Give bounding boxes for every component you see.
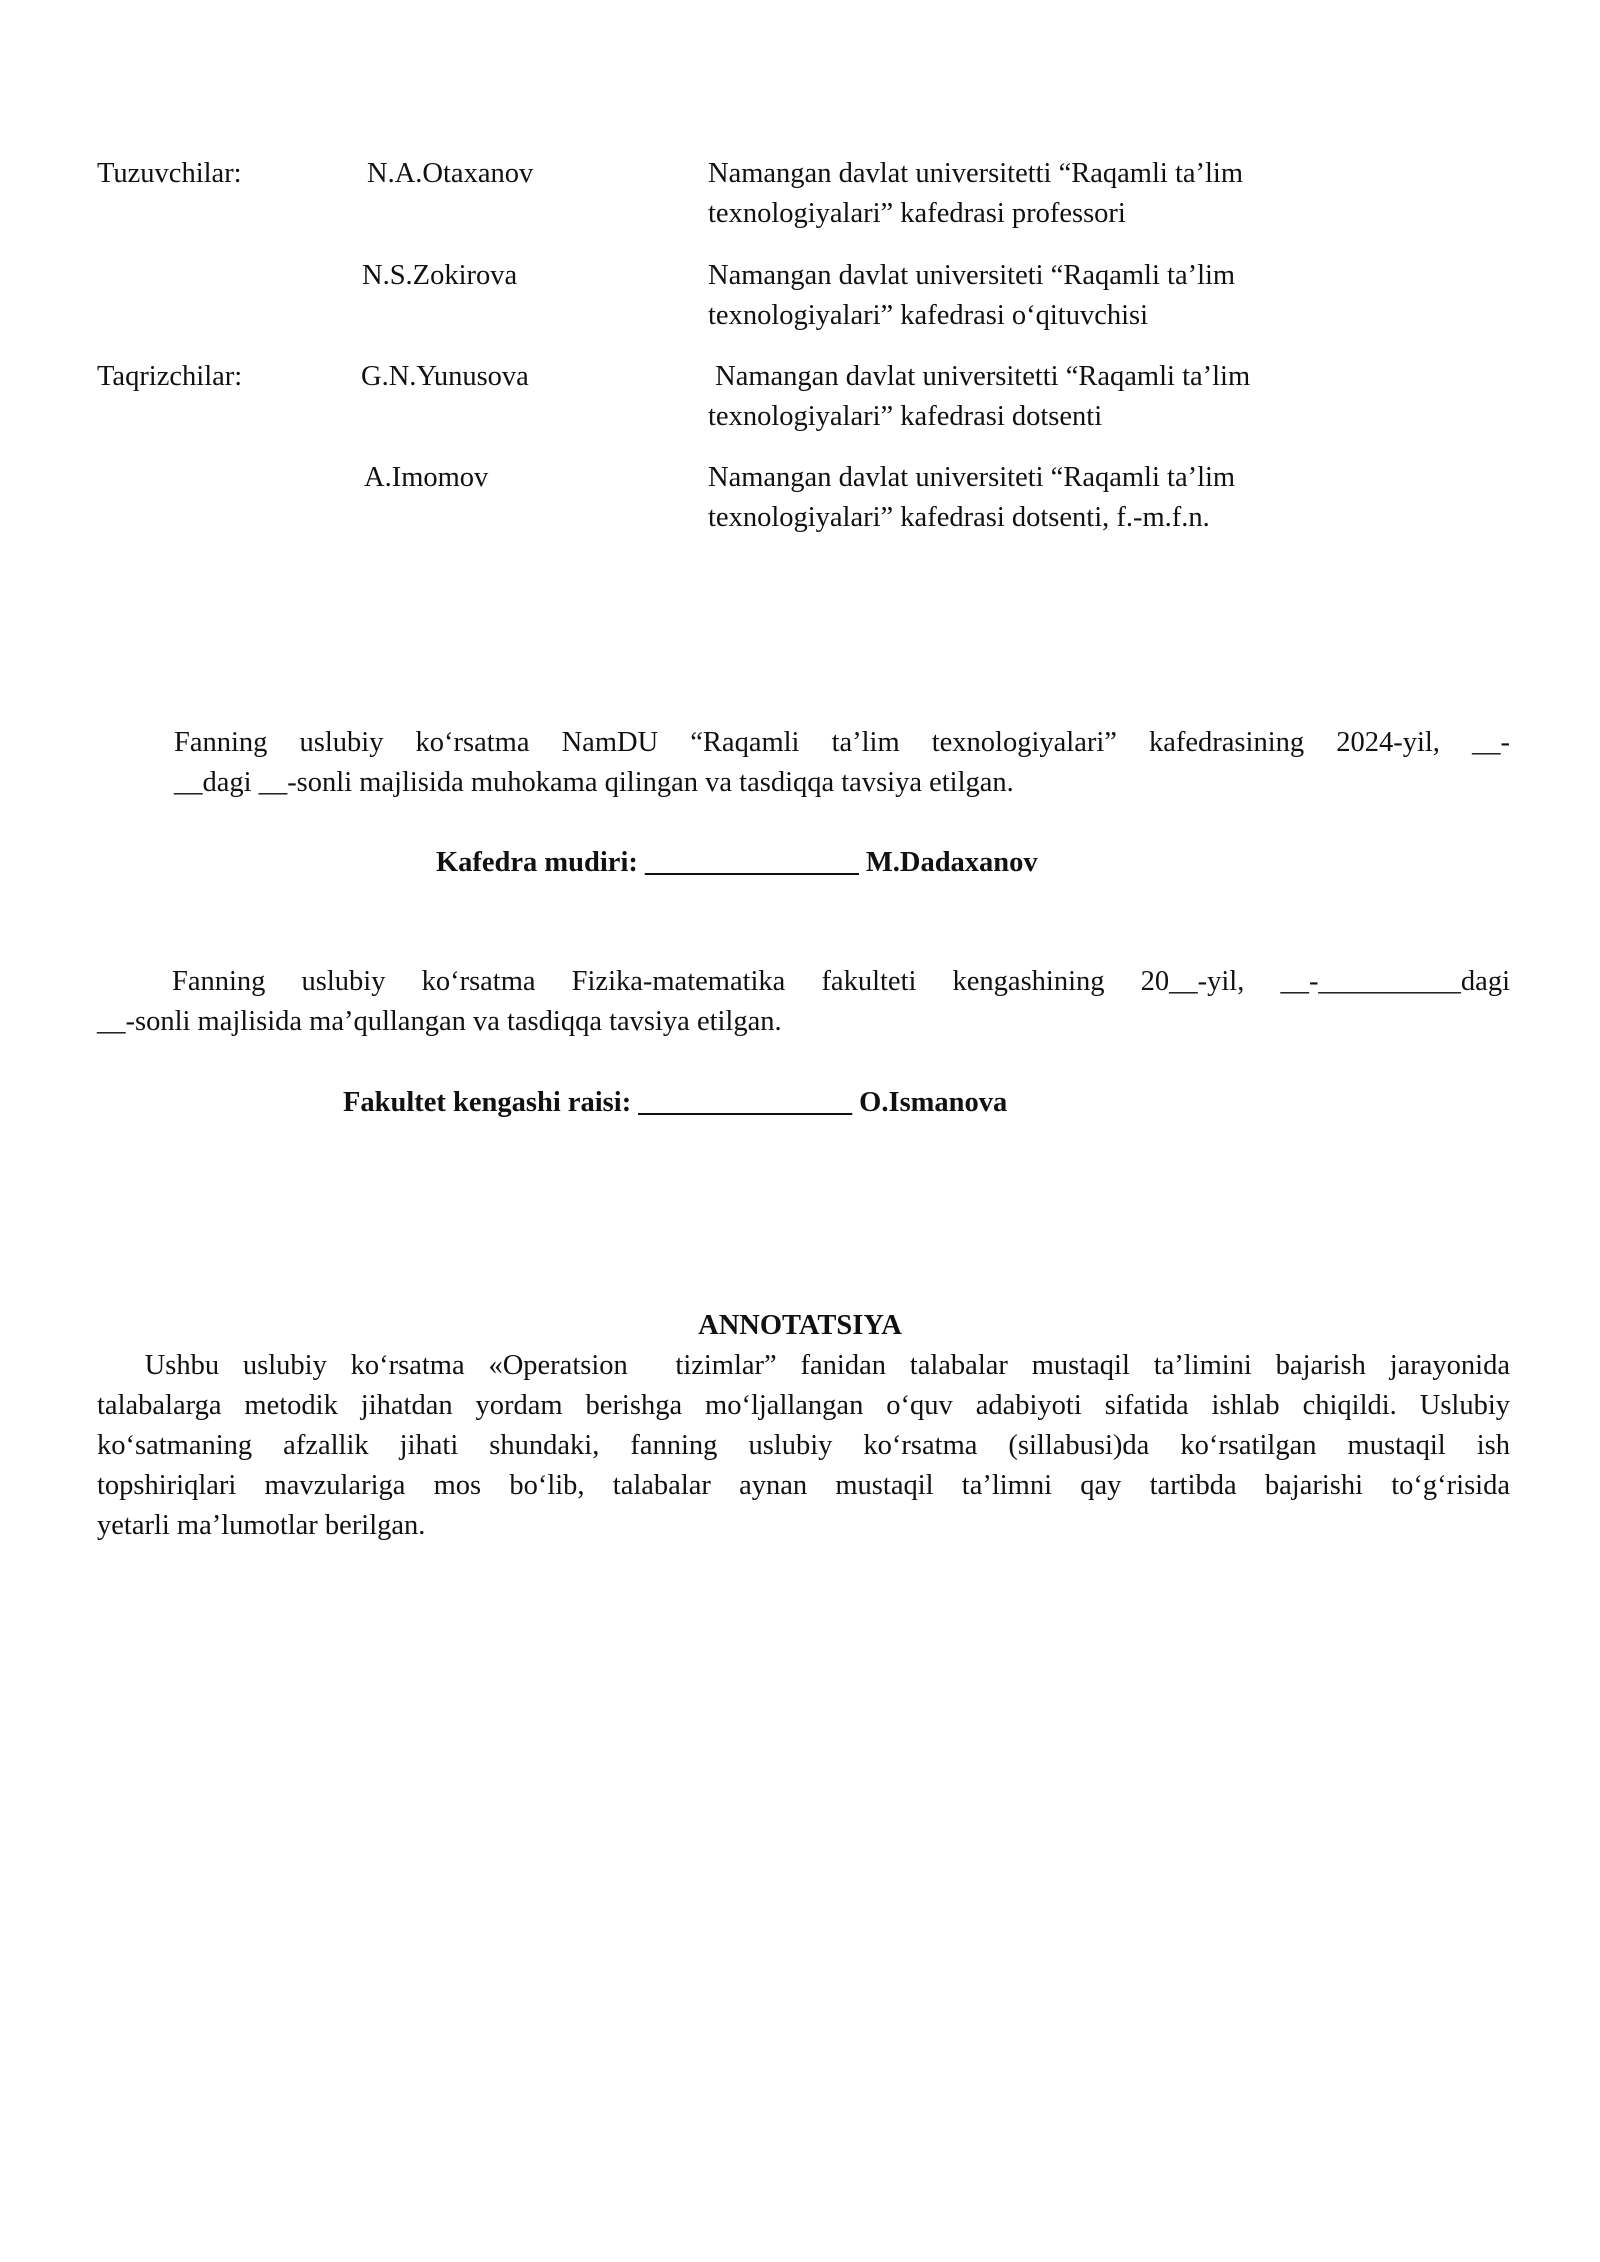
annotation-line-4: topshiriqlari mavzulariga mos bo‘lib, talabalar aynan mustaqil ta’limni qay tartibda bajarishi to‘g‘risida [97,1470,1510,1501]
annotation-paragraph [97,1346,1510,1546]
faculty-approval-paragraph [97,962,1510,1042]
reviewer-name-1: G.N.Yunusova [361,361,529,392]
reviewer-description-1-line-2: texnologiyalari” kafedrasi dotsenti [708,401,1103,432]
department-approval-line-2: __dagi __-sonli majlisida muhokama qilingan va tasdiqqa tavsiya etilgan. [174,767,1014,798]
annotation-line-1: Ushbu uslubiy ko‘rsatma «Operatsion tizimlar” fanidan talabalar mustaqil ta’limini bajarish jarayonida [97,1350,1511,1381]
reviewer-name-2: A.Imomov [364,462,489,493]
author-description-2 [708,256,1428,336]
annotation-line-2: talabalarga metodik jihatdan yordam berishga mo‘ljallangan o‘quv adabiyoti sifatida ishlab chiqildi. Uslubiy [97,1390,1510,1421]
faculty-council-signature: Fakultet kengashi raisi: _______________ O.Ismanova [343,1087,1008,1118]
department-approval-line-1: Fanning uslubiy ko‘rsatma NamDU “Raqamli ta’lim texnologiyalari” kafedrasining 2024-yil, __- [174,727,1510,758]
author-description-1-line-2: texnologiyalari” kafedrasi professori [708,198,1126,229]
annotation-line-5: yetarli ma’lumotlar berilgan. [97,1510,426,1541]
author-name-2: N.S.Zokirova [362,260,518,291]
reviewer-description-2 [708,458,1428,538]
reviewers-label: Taqrizchilar: [97,361,243,392]
author-description-1-line-1: Namangan davlat universitetti “Raqamli ta’lim [708,158,1244,189]
authors-label: Tuzuvchilar: [97,158,242,189]
annotation-title: ANNOTATSIYA [698,1310,902,1341]
reviewer-description-1-line-1: Namangan davlat universitetti “Raqamli ta’lim [708,361,1251,392]
department-head-signature: Kafedra mudiri: _______________ M.Dadaxanov [436,847,1038,878]
author-description-2-line-2: texnologiyalari” kafedrasi o‘qituvchisi [708,300,1149,331]
reviewer-description-1 [708,357,1428,437]
department-approval-paragraph [174,723,1510,803]
author-description-2-line-1: Namangan davlat universiteti “Raqamli ta’lim [708,260,1236,291]
reviewer-description-2-line-2: texnologiyalari” kafedrasi dotsenti, f.-m.f.n. [708,502,1210,533]
author-description-1 [708,154,1428,234]
annotation-line-3: ko‘satmaning afzallik jihati shundaki, fanning uslubiy ko‘rsatma (sillabusi)da ko‘rsatilgan mustaqil ish [97,1430,1510,1461]
author-name-1: N.A.Otaxanov [367,158,534,189]
faculty-approval-line-2: __-sonli majlisida ma’qullangan va tasdiqqa tavsiya etilgan. [97,1006,782,1037]
faculty-approval-line-1: Fanning uslubiy ko‘rsatma Fizika-matematika fakulteti kengashining 20__-yil, __-__________dagi [172,966,1510,997]
reviewer-description-2-line-1: Namangan davlat universiteti “Raqamli ta’lim [708,462,1236,493]
